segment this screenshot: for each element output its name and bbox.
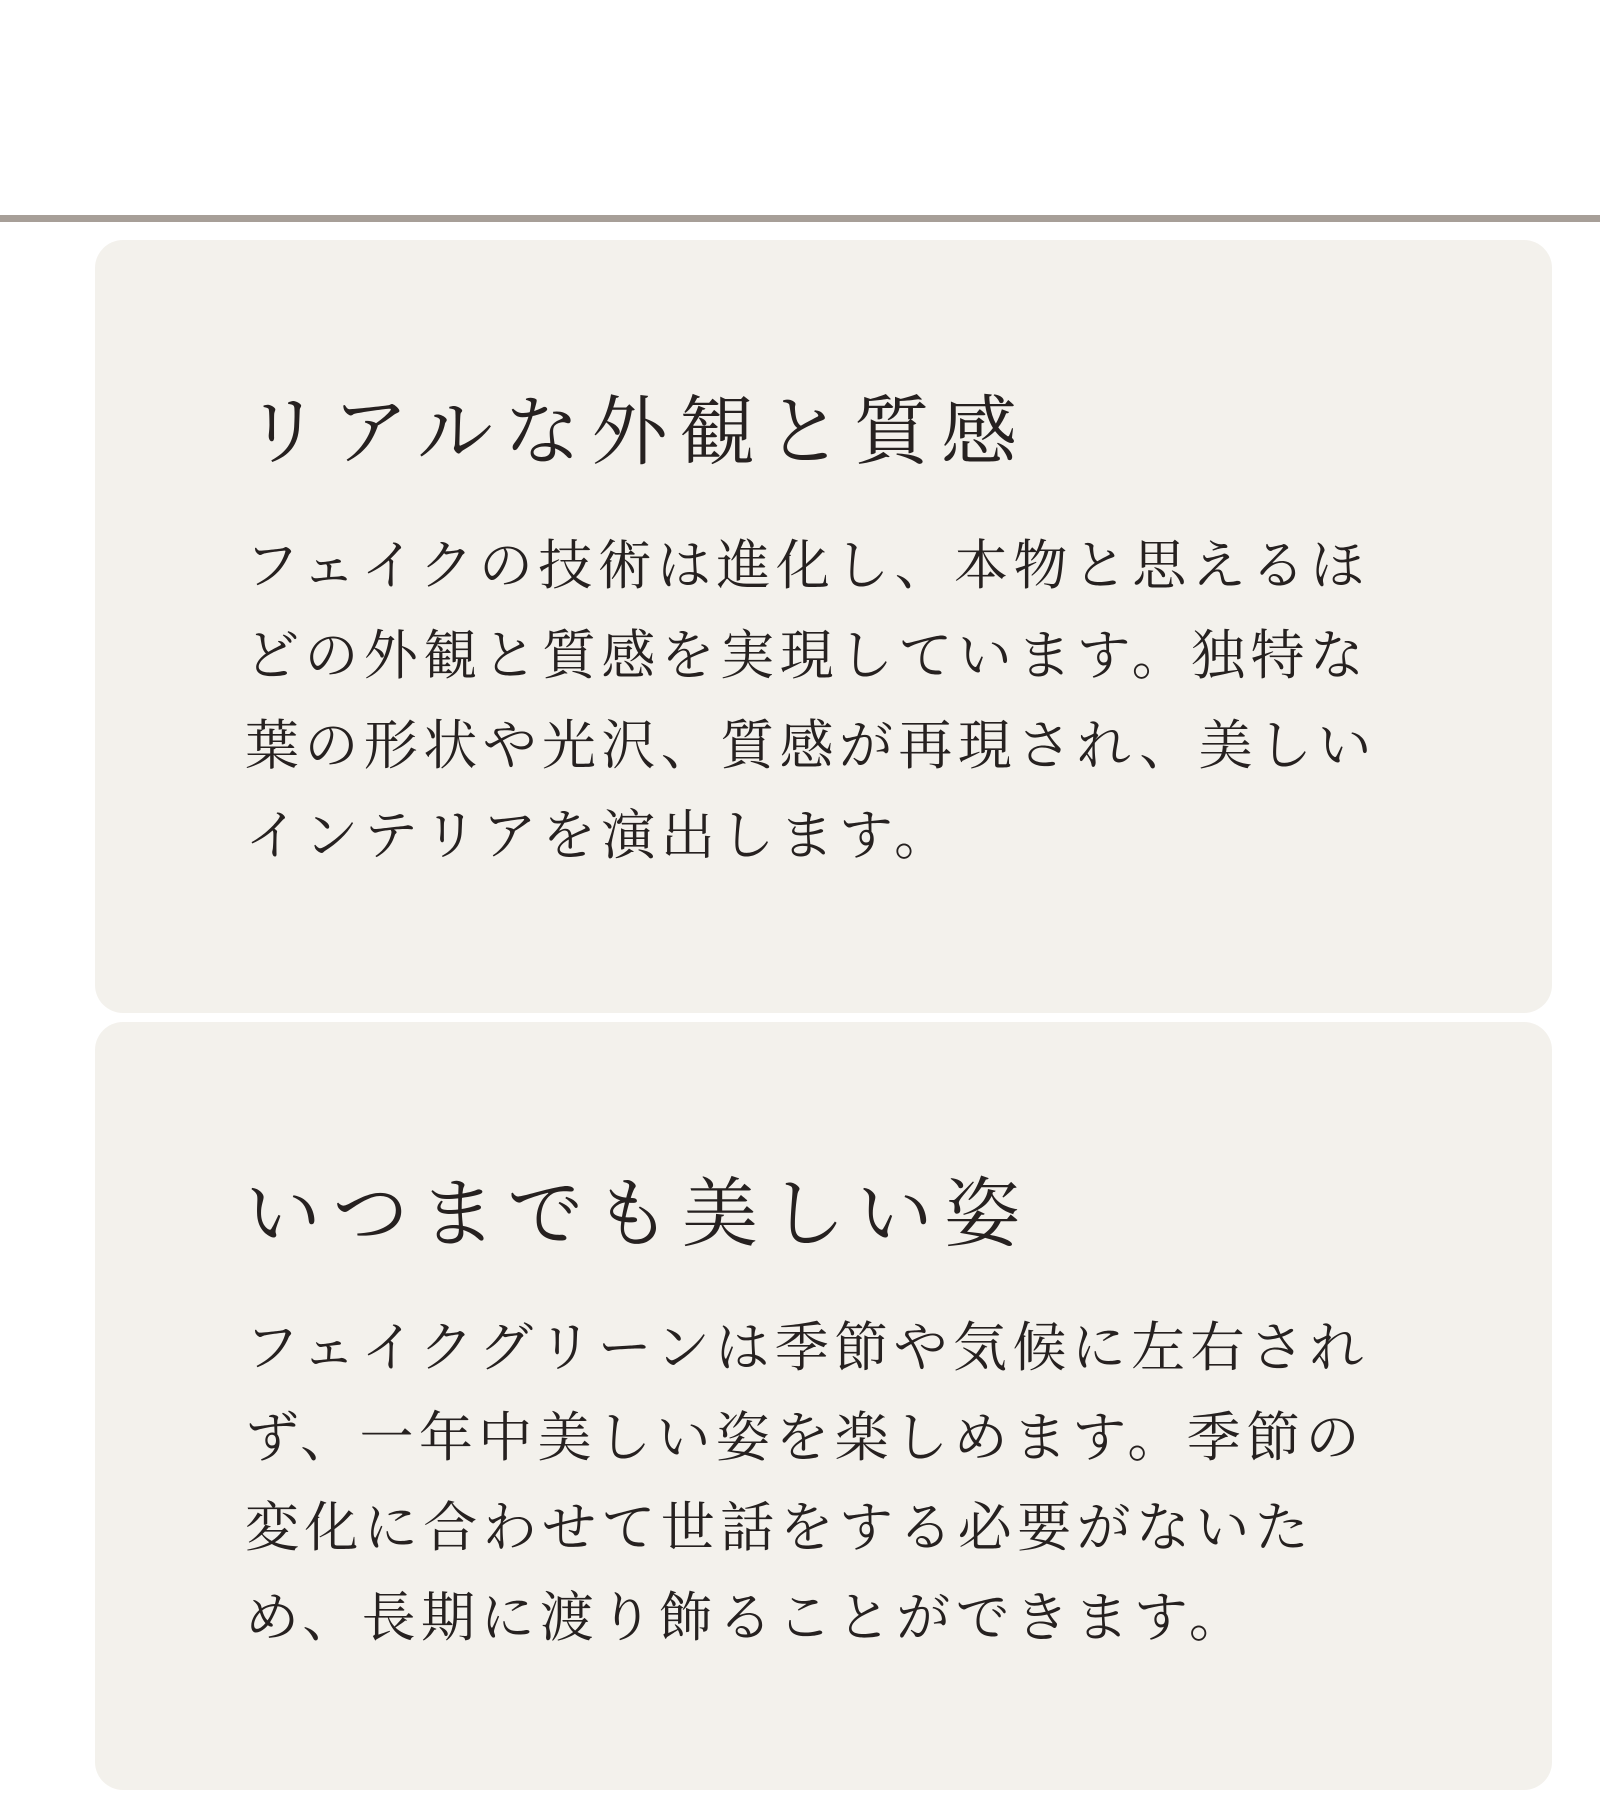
- feature-card-lasting-beauty: [95, 1022, 1552, 1790]
- section-divider: [0, 215, 1600, 222]
- card-title: いつまでも美しい姿: [245, 1173, 1032, 1257]
- feature-card-realistic-appearance: [95, 240, 1552, 1013]
- card-body-text: フェイクの技術は進化し、本物と思えるほ どの外観と質感を実現しています。独特な 葉の形状や光沢、質感が再現され、美しい インテリアを演出します。: [245, 536, 1377, 866]
- card-title: リアルな外観と質感: [245, 391, 1029, 475]
- card-body-text: フェイクグリーンは季節や気候に左右され ず、一年中美しい姿を楽しめます。季節の 変化に合わせて世話をする必要がないた め、長期に渡り飾ることができます。: [245, 1318, 1369, 1648]
